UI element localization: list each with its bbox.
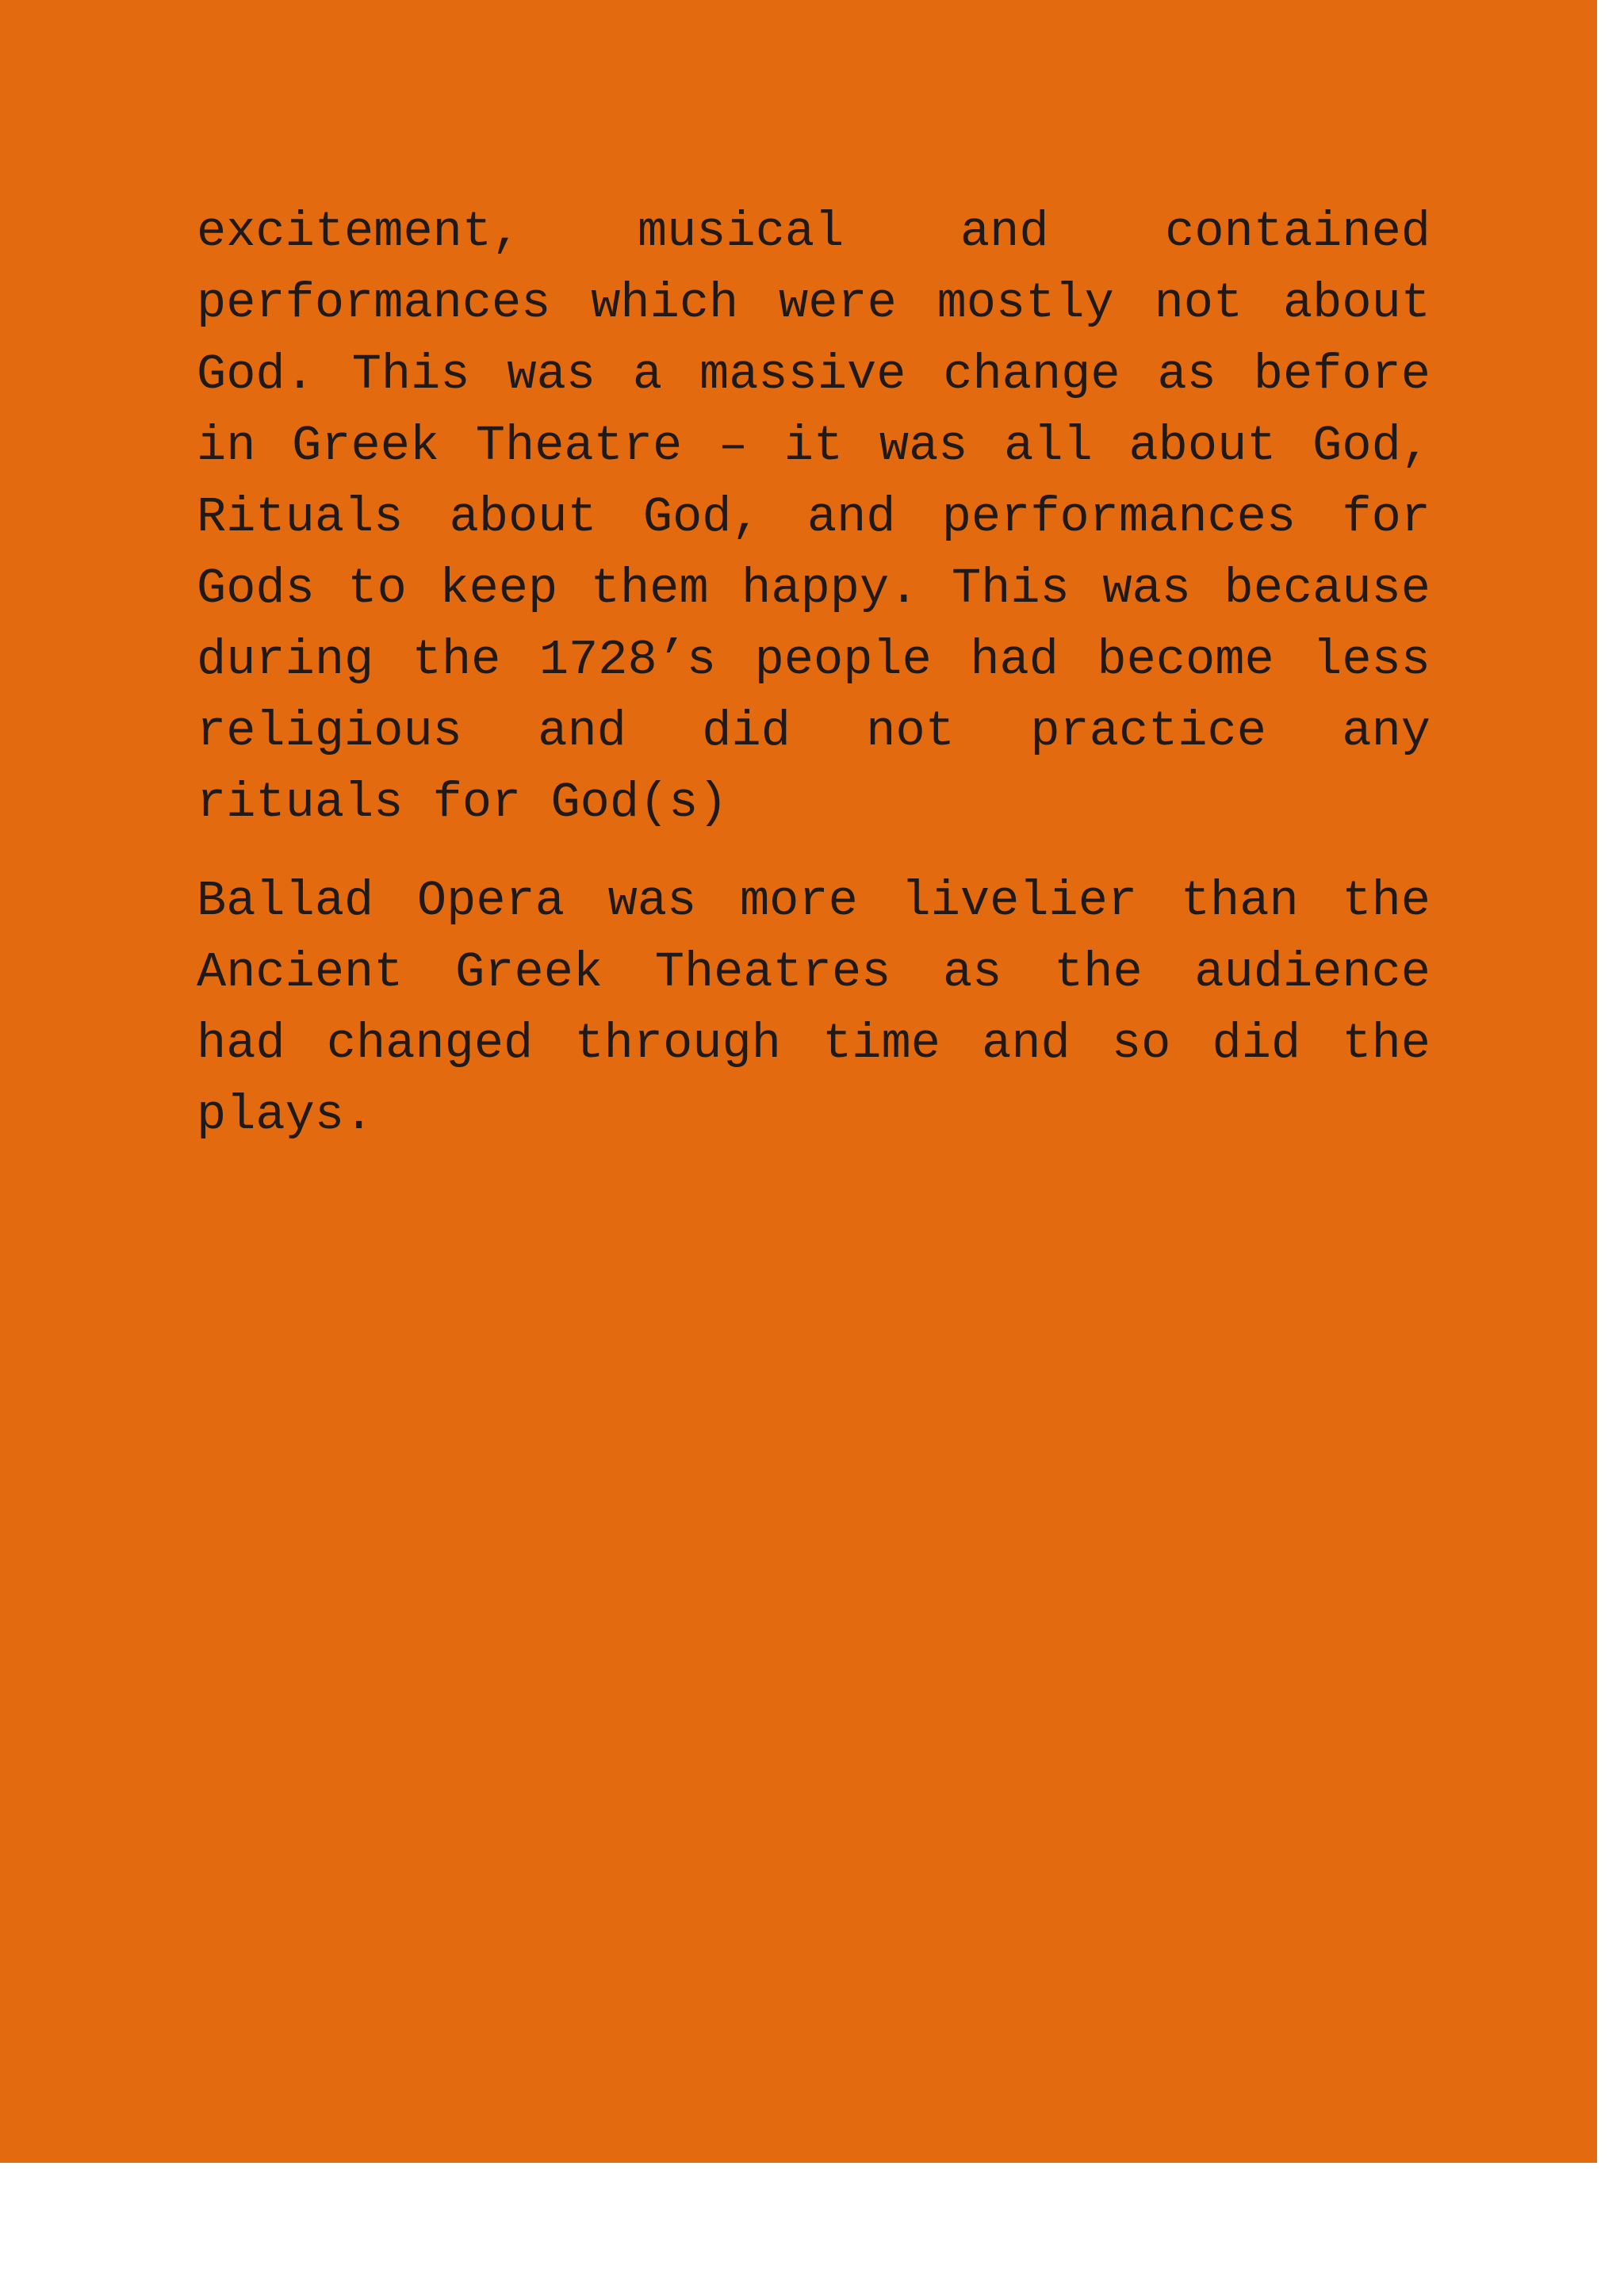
paragraph-1: excitement, musical and contained performances which were mostly not about God. This was a massive change as before in Greek Theatre – it was all about God, Rituals about God, and performances for Gods to keep them happy. This was because during the 1728’s people had become less religious and did not practice any rituals for God(s) xyxy=(197,204,1431,831)
body-text xyxy=(197,197,1431,1151)
paragraph-2: Ballad Opera was more livelier than the Ancient Greek Theatres as the audience had changed through time and so did the plays. xyxy=(197,873,1431,1143)
